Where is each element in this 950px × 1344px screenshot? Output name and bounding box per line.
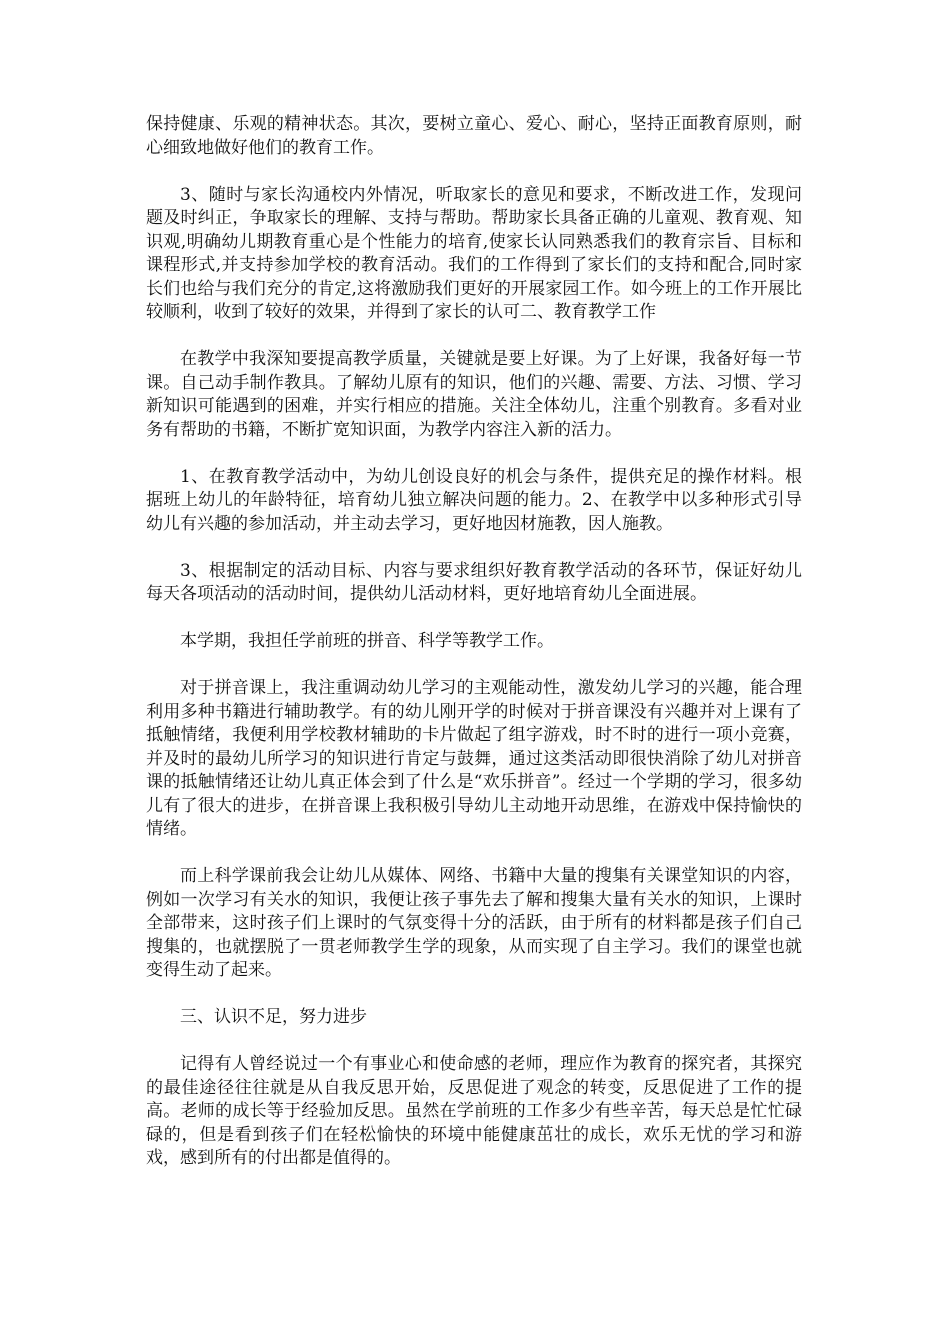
- paragraph-3: 在教学中我深知要提高教学质量，关键就是要上好课。为了上好课，我备好每一节课。自己动手制作教具。了解幼儿原有的知识，他们的兴趣、需要、方法、习惯、学习新知识可能遇到的困难，并实行相应的措施。关注全体幼儿，注重个别教育。多看对业务有帮助的书籍，不断扩宽知识面，为教学内容注入新的活力。: [146, 349, 802, 440]
- paragraph-7: 对于拼音课上，我注重调动幼儿学习的主观能动性，激发幼儿学习的兴趣，能合理利用多种书籍进行辅助教学。有的幼儿刚开学的时候对于拼音课没有兴趣并对上课有了抵触情绪，我便利用学校教材辅助的卡片做起了组字游戏，时不时的进行一项小竞赛，并及时的最幼儿所学习的知识进行肯定与鼓舞，通过这类活动即很快消除了幼儿对拼音课的抵触情绪还让幼儿真正体会到了什么是“欢乐拼音”。经过一个学期的学习，很多幼儿有了很大的进步，在拼音课上我积极引导幼儿主动地开动思维，在游戏中保持愉快的情绪。: [146, 678, 802, 839]
- paragraph-2: 3、随时与家长沟通校内外情况，听取家长的意见和要求，不断改进工作，发现问题及时纠正，争取家长的理解、支持与帮助。帮助家长具备正确的儿童观、教育观、知识观,明确幼儿期教育重心是个性能力的培育,使家长认同熟悉我们的教育宗旨、目标和课程形式,并支持参加学校的教育活动。我们的工作得到了家长们的支持和配合,同时家长们也给与我们充分的肯定,这将激励我们更好的开展家园工作。如今班上的工作开展比较顺利，收到了较好的效果，并得到了家长的认可二、教育教学工作: [146, 184, 802, 322]
- document-body: [146, 113, 802, 1194]
- paragraph-8: 而上科学课前我会让幼儿从媒体、网络、书籍中大量的搜集有关课堂知识的内容，例如一次学习有关水的知识，我便让孩子事先去了解和搜集大量有关水的知识，上课时全部带来，这时孩子们上课时的气氛变得十分的活跃，由于所有的材料都是孩子们自己搜集的，也就摆脱了一贯老师教学生学的现象，从而实现了自主学习。我们的课堂也就变得生动了起来。: [146, 866, 802, 980]
- paragraph-6: 本学期，我担任学前班的拼音、科学等教学工作。: [180, 631, 554, 651]
- paragraph-4: 1、在教育教学活动中，为幼儿创设良好的机会与条件，提供充足的操作材料。根据班上幼儿的年龄特征，培育幼儿独立解决问题的能力。2、在教学中以多种形式引导幼儿有兴趣的参加活动，并主动去学习，更好地因材施教，因人施教。: [146, 466, 802, 534]
- section-heading: 三、认识不足，努力进步: [180, 1007, 367, 1027]
- paragraph-10: 记得有人曾经说过一个有事业心和使命感的老师，理应作为教育的探究者，其探究的最佳途径往往就是从自我反思开始，反思促进了观念的转变，反思促进了工作的提高。老师的成长等于经验加反思。虽然在学前班的工作多少有些辛苦，每天总是忙忙碌碌的，但是看到孩子们在轻松愉快的环境中能健康茁壮的成长，欢乐无忧的学习和游戏，感到所有的付出都是值得的。: [146, 1054, 802, 1168]
- paragraph-1: 保持健康、乐观的精神状态。其次，要树立童心、爱心、耐心，坚持正面教育原则，耐心细致地做好他们的教育工作。: [146, 114, 802, 158]
- paragraph-5: 3、根据制定的活动目标、内容与要求组织好教育教学活动的各环节，保证好幼儿每天各项活动的活动时间，提供幼儿活动材料，更好地培育幼儿全面进展。: [146, 560, 802, 604]
